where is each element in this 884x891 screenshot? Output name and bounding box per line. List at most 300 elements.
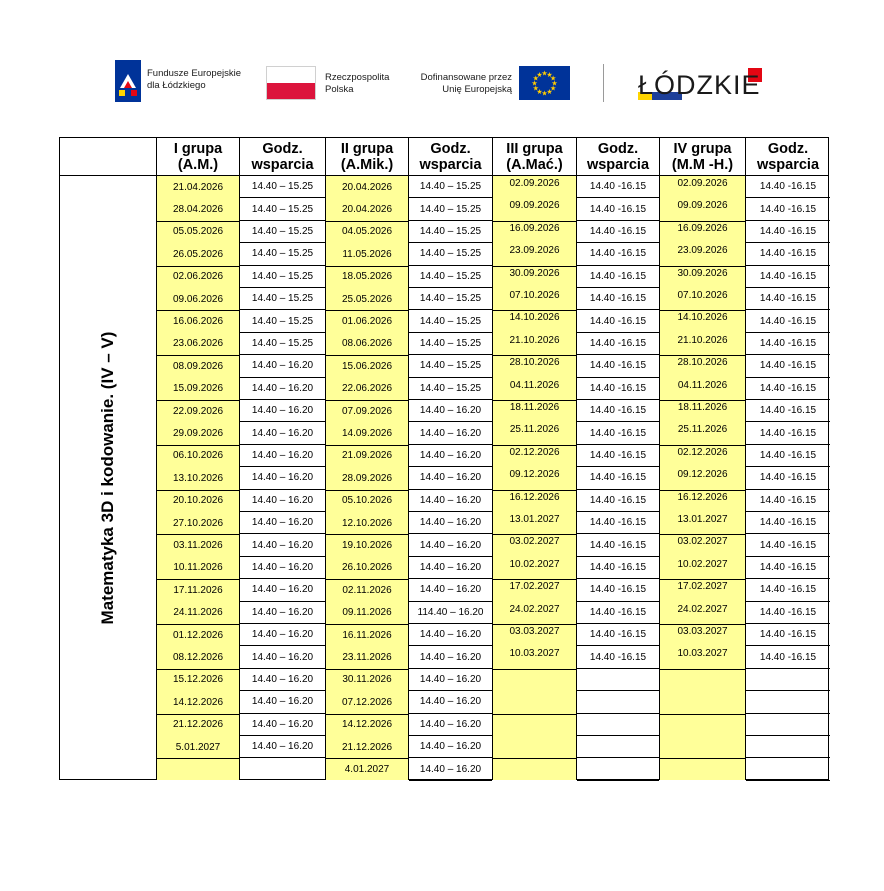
row-separator <box>326 400 408 401</box>
group3-dates-column <box>492 176 576 780</box>
eu-star-icon: ★ <box>546 89 553 97</box>
row-separator <box>493 714 576 715</box>
eu-star-icon: ★ <box>536 89 543 97</box>
hours-cell: 14.40 – 15.25 <box>240 288 325 310</box>
hours-cell: 14.40 -16.15 <box>746 467 830 489</box>
date-cell: 16.11.2026 <box>342 629 392 641</box>
hours-cell: 14.40 -16.15 <box>746 243 830 265</box>
hours-cell: 14.40 – 15.25 <box>240 176 325 198</box>
header-line1: Godz. <box>767 140 809 157</box>
hours-cell: 14.40 – 15.25 <box>409 310 492 332</box>
date-cell: 02.09.2026 <box>677 178 728 189</box>
date-cell: 13.10.2026 <box>172 472 224 484</box>
empty-cell <box>577 736 659 758</box>
eu-star-icon: ★ <box>541 70 548 78</box>
hours-cell: 14.40 -16.15 <box>577 579 659 601</box>
date-cell: 02.12.2026 <box>677 446 728 458</box>
date-cell: 04.11.2026 <box>509 379 560 391</box>
hours-cell: 14.40 – 15.25 <box>240 243 325 265</box>
row-separator <box>660 490 745 491</box>
hours-cell: 14.40 -16.15 <box>746 422 830 444</box>
row-separator <box>157 714 239 715</box>
row-separator <box>157 534 239 535</box>
date-cell: 01.06.2026 <box>341 316 393 328</box>
hours-cell: 14.40 -16.15 <box>577 355 659 377</box>
hours-cell: 14.40 -16.15 <box>577 445 659 467</box>
date-cell: 07.10.2026 <box>509 290 560 301</box>
date-cell: 27.10.2026 <box>172 517 224 529</box>
hours-cell: 14.40 – 15.25 <box>240 310 325 332</box>
date-cell: 08.12.2026 <box>172 652 224 664</box>
date-cell: 23.09.2026 <box>509 245 560 257</box>
hours-cell: 14.40 – 16.20 <box>409 557 492 579</box>
date-cell: 02.06.2026 <box>172 271 224 283</box>
row-separator <box>660 579 745 580</box>
hours-cell: 14.40 -16.15 <box>577 310 659 332</box>
hours-cell: 14.40 -16.15 <box>577 288 659 310</box>
eu-star-icon: ★ <box>546 71 553 79</box>
hours-cell: 14.40 -16.15 <box>746 557 830 579</box>
hours-cell: 14.40 -16.15 <box>746 400 830 422</box>
row-separator <box>326 714 408 715</box>
empty-cell <box>746 714 830 736</box>
date-cell: 17.02.2027 <box>677 581 728 593</box>
hours-cell: 14.40 – 16.20 <box>409 758 492 780</box>
date-cell: 01.12.2026 <box>172 629 224 641</box>
date-cell: 21.12.2026 <box>341 741 393 753</box>
date-cell: 18.05.2026 <box>341 271 393 283</box>
table-header-row <box>60 138 828 176</box>
row-separator <box>660 266 745 267</box>
group3-hours-column <box>576 176 659 780</box>
row-separator <box>493 400 576 401</box>
hours-cell: 14.40 -16.15 <box>577 646 659 668</box>
hours-cell: 14.40 – 16.20 <box>409 714 492 736</box>
date-cell: 21.10.2026 <box>509 334 560 346</box>
hours-cell: 14.40 – 15.25 <box>409 266 492 288</box>
hours-cell: 14.40 – 16.20 <box>409 534 492 556</box>
header-cell-3 <box>325 138 408 175</box>
hours-cell: 14.40 -16.15 <box>746 602 830 624</box>
hours-cell: 14.40 -16.15 <box>577 400 659 422</box>
header-line2: (A.Mać.) <box>506 156 563 173</box>
date-cell: 4.01.2027 <box>344 764 390 776</box>
date-cell: 07.12.2026 <box>341 696 393 708</box>
date-cell: 05.05.2026 <box>172 226 224 238</box>
hours-cell: 14.40 -16.15 <box>577 422 659 444</box>
date-cell: 10.02.2027 <box>677 558 728 570</box>
hours-cell: 14.40 -16.15 <box>746 266 830 288</box>
hours-cell: 14.40 – 16.20 <box>240 646 325 668</box>
logo-bar <box>0 58 884 108</box>
hours-cell: 14.40 – 15.25 <box>240 198 325 220</box>
date-cell: 22.09.2026 <box>172 405 224 417</box>
hours-cell: 14.40 -16.15 <box>577 221 659 243</box>
eu-star-icon: ★ <box>550 85 557 93</box>
date-cell: 30.09.2026 <box>677 267 728 279</box>
date-cell: 29.09.2026 <box>172 428 224 440</box>
header-cell-6 <box>576 138 659 175</box>
hours-cell: 14.40 -16.15 <box>746 198 830 220</box>
row-separator <box>157 355 239 356</box>
hours-cell: 14.40 – 16.20 <box>409 490 492 512</box>
date-cell: 20.04.2026 <box>341 204 393 216</box>
empty-cell <box>577 691 659 713</box>
date-cell: 14.12.2026 <box>341 719 393 731</box>
empty-cell <box>577 714 659 736</box>
header-line2: wsparcia <box>756 156 820 173</box>
hours-cell: 14.40 – 15.25 <box>409 333 492 355</box>
group4-dates-column <box>659 176 745 780</box>
row-separator <box>157 669 239 670</box>
date-cell: 16.06.2026 <box>172 316 224 328</box>
eu-star-icon: ★ <box>531 80 538 88</box>
hours-cell: 14.40 – 16.20 <box>409 736 492 758</box>
date-cell: 03.02.2027 <box>509 536 560 548</box>
header-cell-1 <box>156 138 239 175</box>
empty-cell <box>577 669 659 691</box>
hours-cell: 14.40 -16.15 <box>577 467 659 489</box>
date-cell: 06.10.2026 <box>172 450 224 462</box>
hours-cell: 14.40 -16.15 <box>746 310 830 332</box>
row-separator <box>326 445 408 446</box>
date-cell: 19.10.2026 <box>341 540 393 552</box>
hours-cell: 14.40 – 16.20 <box>409 669 492 691</box>
rzeczpospolita-text <box>325 72 389 96</box>
date-cell: 30.11.2026 <box>342 674 392 686</box>
date-cell: 20.04.2026 <box>341 181 393 193</box>
hours-cell: 14.40 -16.15 <box>577 198 659 220</box>
row-separator <box>493 758 576 759</box>
row-separator <box>493 534 576 535</box>
hours-cell: 14.40 -16.15 <box>577 490 659 512</box>
hours-cell: 14.40 – 16.20 <box>240 400 325 422</box>
row-separator <box>660 221 745 222</box>
logo-separator <box>603 64 604 102</box>
date-cell: 03.03.2027 <box>509 626 560 637</box>
date-cell: 08.09.2026 <box>172 360 224 372</box>
date-cell: 18.11.2026 <box>509 402 560 413</box>
empty-cell <box>746 691 830 713</box>
date-cell: 21.09.2026 <box>341 450 393 462</box>
hours-cell: 14.40 – 16.20 <box>409 579 492 601</box>
date-cell: 12.10.2026 <box>341 517 393 529</box>
row-separator <box>157 445 239 446</box>
row-separator <box>660 310 745 311</box>
date-cell: 03.03.2027 <box>677 626 728 637</box>
date-cell: 10.03.2027 <box>677 648 728 660</box>
hours-cell: 14.40 – 16.20 <box>240 691 325 713</box>
empty-cell <box>746 736 830 758</box>
hours-cell: 14.40 -16.15 <box>746 490 830 512</box>
row-separator <box>660 669 745 670</box>
hours-cell: 14.40 -16.15 <box>577 243 659 265</box>
row-separator <box>326 579 408 580</box>
header-line2: (M.M -H.) <box>671 156 734 173</box>
empty-cell <box>746 758 830 780</box>
group1-dates-column <box>156 176 239 780</box>
eu-star-icon: ★ <box>541 90 548 98</box>
date-cell: 02.11.2026 <box>342 584 392 596</box>
date-cell: 09.06.2026 <box>172 293 224 305</box>
header-cell-7 <box>659 138 745 175</box>
hours-cell: 14.40 -16.15 <box>746 512 830 534</box>
date-cell: 13.01.2027 <box>509 514 560 525</box>
header-line1: II grupa <box>340 140 394 157</box>
date-cell: 14.10.2026 <box>509 312 560 324</box>
fundusze-europejskie-text <box>147 68 241 92</box>
hours-cell: 14.40 – 15.25 <box>409 176 492 198</box>
date-cell: 02.12.2026 <box>509 446 560 458</box>
empty-cell <box>577 758 659 780</box>
fe-line2: dla Łódzkiego <box>147 80 206 91</box>
date-cell: 15.12.2026 <box>172 674 224 686</box>
row-separator <box>157 310 239 311</box>
date-cell: 11.05.2026 <box>342 248 392 260</box>
date-cell: 13.01.2027 <box>677 514 728 525</box>
row-separator <box>660 400 745 401</box>
hours-cell: 14.40 – 16.20 <box>240 579 325 601</box>
hours-cell: 14.40 -16.15 <box>746 579 830 601</box>
date-cell: 09.09.2026 <box>509 200 560 212</box>
row-separator <box>660 534 745 535</box>
header-cell-4 <box>408 138 492 175</box>
date-cell: 26.10.2026 <box>341 562 393 574</box>
date-cell: 16.12.2026 <box>509 491 560 503</box>
row-separator <box>157 579 239 580</box>
date-cell: 10.02.2027 <box>509 558 560 570</box>
hours-cell: 14.40 -16.15 <box>577 266 659 288</box>
hours-cell: 14.40 – 16.20 <box>409 422 492 444</box>
date-cell: 25.05.2026 <box>341 293 393 305</box>
date-cell: 02.09.2026 <box>509 178 560 189</box>
hours-cell: 14.40 – 16.20 <box>409 624 492 646</box>
eu-star-icon: ★ <box>532 75 539 83</box>
hours-cell: 14.40 -16.15 <box>577 378 659 400</box>
date-cell: 23.11.2026 <box>342 652 392 664</box>
hours-cell: 14.40 -16.15 <box>577 534 659 556</box>
hours-cell: 14.40 -16.15 <box>746 445 830 467</box>
date-cell: 21.10.2026 <box>677 334 728 346</box>
hours-cell: 14.40 -16.15 <box>746 288 830 310</box>
hours-cell: 14.40 -16.15 <box>746 333 830 355</box>
header-cell-8 <box>745 138 830 175</box>
header-line1: Godz. <box>430 140 471 157</box>
header-cell-2 <box>239 138 325 175</box>
row-separator <box>157 266 239 267</box>
header-line2: wsparcia <box>251 156 314 173</box>
row-separator <box>493 445 576 446</box>
row-separator <box>326 669 408 670</box>
row-separator <box>326 355 408 356</box>
date-cell: 16.09.2026 <box>677 222 728 234</box>
subject-label: Matematyka 3D i kodowanie. (IV – V) <box>98 331 117 625</box>
date-cell: 24.02.2027 <box>509 603 560 615</box>
hours-cell: 14.40 – 15.25 <box>240 221 325 243</box>
hours-cell: 14.40 -16.15 <box>746 646 830 668</box>
row-separator <box>660 624 745 625</box>
row-separator <box>157 400 239 401</box>
date-cell: 25.11.2026 <box>509 424 560 436</box>
date-cell: 09.12.2026 <box>509 469 560 481</box>
row-separator <box>326 490 408 491</box>
row-separator <box>493 579 576 580</box>
hours-cell: 14.40 – 15.25 <box>409 198 492 220</box>
lodzkie-logo <box>636 66 766 102</box>
hours-cell: 14.40 -16.15 <box>577 512 659 534</box>
empty-cell <box>746 669 830 691</box>
subject-cell <box>60 176 156 780</box>
row-separator <box>157 758 239 759</box>
eu-star-icon: ★ <box>532 85 539 93</box>
row-separator <box>660 355 745 356</box>
hours-cell: 14.40 – 15.25 <box>240 333 325 355</box>
eu-line1: Dofinansowane przez <box>420 72 512 83</box>
hours-cell: 14.40 – 16.20 <box>409 646 492 668</box>
hours-cell: 14.40 – 16.20 <box>240 669 325 691</box>
date-cell: 23.06.2026 <box>172 338 224 350</box>
date-cell: 25.11.2026 <box>677 424 728 436</box>
date-cell: 04.05.2026 <box>341 226 393 238</box>
header-line2: (A.M.) <box>177 156 219 173</box>
date-cell: 10.03.2027 <box>509 648 560 660</box>
hours-cell: 14.40 – 16.20 <box>409 445 492 467</box>
hours-cell: 14.40 – 16.20 <box>240 736 325 758</box>
row-separator <box>660 714 745 715</box>
hours-cell: 14.40 – 16.20 <box>409 512 492 534</box>
header-line1: Godz. <box>262 140 303 157</box>
row-separator <box>326 221 408 222</box>
row-separator <box>326 534 408 535</box>
hours-cell: 14.40 -16.15 <box>577 557 659 579</box>
hours-cell: 14.40 – 15.25 <box>409 288 492 310</box>
hours-cell: 14.40 -16.15 <box>746 378 830 400</box>
date-cell: 28.10.2026 <box>509 357 560 369</box>
row-separator <box>493 355 576 356</box>
row-separator <box>326 310 408 311</box>
date-cell: 08.06.2026 <box>341 338 393 350</box>
row-separator <box>326 758 408 759</box>
hours-cell: 14.40 – 16.20 <box>240 602 325 624</box>
row-separator <box>493 221 576 222</box>
hours-cell: 14.40 -16.15 <box>746 221 830 243</box>
header-line2: wsparcia <box>419 156 482 173</box>
pl-line1: Rzeczpospolita <box>325 72 390 83</box>
header-line1: Godz. <box>597 140 639 157</box>
hours-cell: 14.40 -16.15 <box>746 355 830 377</box>
date-cell: 14.09.2026 <box>341 428 393 440</box>
hours-cell: 14.40 – 16.20 <box>240 378 325 400</box>
hours-cell: 14.40 – 15.25 <box>409 355 492 377</box>
hours-cell: 14.40 -16.15 <box>577 624 659 646</box>
date-cell: 16.09.2026 <box>509 222 560 234</box>
hours-cell: 14.40 – 16.20 <box>240 714 325 736</box>
date-cell: 07.10.2026 <box>677 290 728 301</box>
header-line1: III grupa <box>506 140 563 157</box>
hours-cell: 14.40 – 16.20 <box>240 355 325 377</box>
date-cell: 04.11.2026 <box>677 379 728 391</box>
hours-cell: 14.40 – 16.20 <box>409 467 492 489</box>
date-cell: 03.02.2027 <box>677 536 728 548</box>
date-cell: 15.09.2026 <box>172 383 224 395</box>
fe-line1: Fundusze Europejskie <box>147 68 241 79</box>
eu-star-icon: ★ <box>551 80 558 88</box>
hours-cell: 14.40 – 16.20 <box>240 557 325 579</box>
hours-cell: 14.40 – 16.20 <box>240 422 325 444</box>
date-cell: 09.09.2026 <box>677 200 728 212</box>
eu-line2: Unię Europejską <box>442 84 512 95</box>
polish-flag-icon <box>266 66 316 100</box>
date-cell: 15.06.2026 <box>341 360 393 372</box>
date-cell: 22.06.2026 <box>341 383 393 395</box>
date-cell: 28.04.2026 <box>172 204 224 216</box>
eu-funding-text <box>414 72 512 96</box>
date-cell: 14.12.2026 <box>172 696 224 708</box>
date-cell: 09.11.2026 <box>342 607 392 619</box>
row-separator <box>157 624 239 625</box>
date-cell: 16.12.2026 <box>677 491 728 503</box>
hours-cell: 14.40 – 16.20 <box>240 512 325 534</box>
row-separator <box>493 669 576 670</box>
header-line2: wsparcia <box>586 156 650 173</box>
row-separator <box>660 445 745 446</box>
date-cell: 20.10.2026 <box>172 495 224 507</box>
hours-cell: 14.40 – 15.25 <box>240 266 325 288</box>
hours-cell: 14.40 – 16.20 <box>409 691 492 713</box>
row-separator <box>660 758 745 759</box>
hours-cell: 14.40 – 16.20 <box>240 445 325 467</box>
group2-dates-column <box>325 176 408 780</box>
row-separator <box>157 221 239 222</box>
row-separator <box>326 266 408 267</box>
hours-cell: 14.40 – 15.25 <box>409 221 492 243</box>
row-separator <box>493 490 576 491</box>
date-cell: 23.09.2026 <box>677 245 728 257</box>
group1-hours-column <box>239 176 325 780</box>
date-cell: 24.11.2026 <box>173 607 223 619</box>
hours-cell: 14.40 – 16.20 <box>240 467 325 489</box>
schedule-table <box>59 137 829 780</box>
eu-flag-icon <box>519 66 570 100</box>
row-separator <box>326 624 408 625</box>
date-cell: 28.10.2026 <box>677 357 728 369</box>
hours-cell: 14.40 -16.15 <box>577 602 659 624</box>
row-separator <box>157 490 239 491</box>
row-separator <box>493 266 576 267</box>
date-cell: 28.09.2026 <box>341 472 393 484</box>
row-separator <box>493 310 576 311</box>
hours-cell: 14.40 -16.15 <box>577 176 659 198</box>
group4-hours-column <box>745 176 830 780</box>
hours-cell: 14.40 – 16.20 <box>409 400 492 422</box>
date-cell: 05.10.2026 <box>341 495 393 507</box>
hours-cell: 14.40 -16.15 <box>577 333 659 355</box>
date-cell: 18.11.2026 <box>677 402 728 413</box>
date-cell: 5.01.2027 <box>175 741 221 753</box>
hours-cell: 14.40 -16.15 <box>746 176 830 198</box>
lodzkie-wordmark: ŁÓDZKIE <box>638 70 761 100</box>
date-cell: 17.02.2027 <box>509 581 560 593</box>
date-cell: 07.09.2026 <box>341 405 393 417</box>
date-cell: 10.11.2026 <box>173 562 223 574</box>
date-cell: 09.12.2026 <box>677 469 728 481</box>
date-cell: 03.11.2026 <box>173 540 223 552</box>
date-cell: 21.12.2026 <box>172 719 224 731</box>
date-cell: 24.02.2027 <box>677 603 728 615</box>
row-separator <box>493 624 576 625</box>
hours-cell: 14.40 -16.15 <box>746 534 830 556</box>
fundusze-europejskie-logo <box>115 60 141 102</box>
